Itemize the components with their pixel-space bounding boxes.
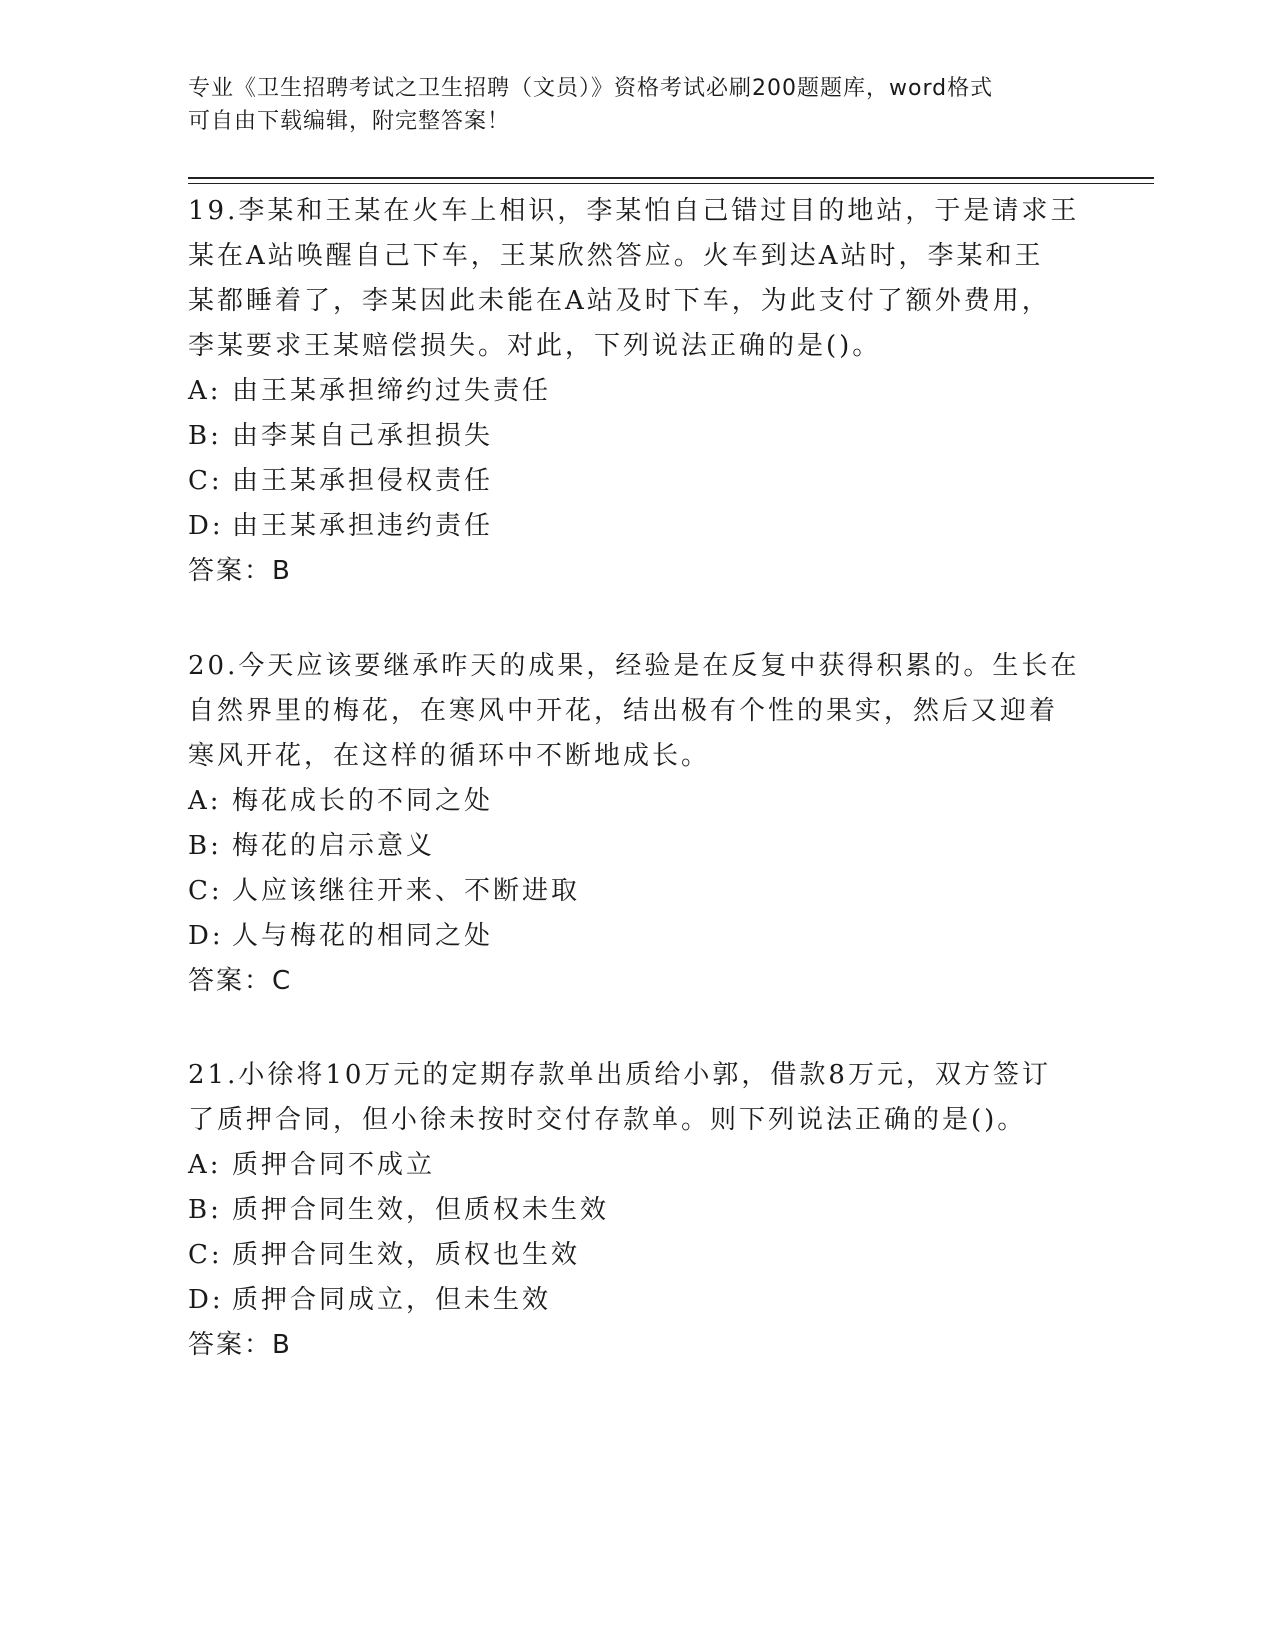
option-letter: D: — [188, 1285, 224, 1315]
question-stem-line: 李某要求王某赔偿损失。对此，下列说法正确的是()。 — [188, 331, 882, 361]
option-letter: C: — [188, 1240, 223, 1270]
option-letter: A: — [188, 376, 222, 406]
answer-line: 答案：B — [188, 1330, 292, 1360]
option-c — [188, 459, 1088, 504]
option-letter: B: — [188, 831, 222, 861]
question-stem-line: 20.今天应该要继承昨天的成果，经验是在反复中获得积累的。生长在 — [188, 651, 1080, 681]
option-text: 质押合同生效，但质权未生效 — [232, 1195, 610, 1225]
option-letter: A: — [188, 786, 222, 816]
option-c — [188, 869, 1088, 914]
option-text: 人与梅花的相同之处 — [232, 921, 494, 951]
option-letter: B: — [188, 1195, 222, 1225]
option-b — [188, 1188, 1088, 1233]
question-19 — [188, 189, 1088, 594]
option-letter: D: — [188, 511, 224, 541]
option-d — [188, 914, 1088, 959]
option-letter: C: — [188, 876, 223, 906]
question-stem-line: 寒风开花，在这样的循环中不断地成长。 — [188, 741, 711, 771]
option-b — [188, 824, 1088, 869]
question-stem-line: 某在A站唤醒自己下车，王某欣然答应。火车到达A站时，李某和王 — [188, 241, 1044, 271]
option-c — [188, 1233, 1088, 1278]
option-text: 梅花成长的不同之处 — [232, 786, 494, 816]
option-text: 梅花的启示意义 — [232, 831, 436, 861]
option-a — [188, 1143, 1088, 1188]
answer-line: 答案：B — [188, 556, 292, 586]
question-21 — [188, 1053, 1088, 1368]
option-text: 质押合同不成立 — [232, 1150, 436, 1180]
option-text: 质押合同生效，质权也生效 — [232, 1240, 581, 1270]
answer-line: 答案：C — [188, 966, 293, 996]
option-text: 人应该继往开来、不断进取 — [232, 876, 581, 906]
option-d — [188, 504, 1088, 549]
question-stem-line: 自然界里的梅花，在寒风中开花，结出极有个性的果实，然后又迎着 — [188, 696, 1059, 726]
header-divider-thin — [188, 183, 1154, 184]
option-text: 由王某承担缔约过失责任 — [232, 376, 552, 406]
option-b — [188, 414, 1088, 459]
option-text: 由王某承担侵权责任 — [232, 466, 494, 496]
question-stem-line: 21.小徐将10万元的定期存款单出质给小郭，借款8万元，双方签订 — [188, 1060, 1051, 1090]
option-d — [188, 1278, 1088, 1323]
question-stem-line: 某都睡着了，李某因此未能在A站及时下车，为此支付了额外费用， — [188, 286, 1051, 316]
option-text: 质押合同成立，但未生效 — [232, 1285, 552, 1315]
option-text: 由李某自己承担损失 — [232, 421, 494, 451]
question-20 — [188, 644, 1088, 1004]
header-divider-thick — [188, 177, 1154, 179]
option-letter: C: — [188, 466, 223, 496]
option-letter: A: — [188, 1150, 222, 1180]
option-letter: D: — [188, 921, 224, 951]
option-text: 由王某承担违约责任 — [232, 511, 494, 541]
header-line-1: 专业《卫生招聘考试之卫生招聘（文员）》资格考试必刷200题题库，word格式 — [188, 76, 994, 101]
option-letter: B: — [188, 421, 222, 451]
option-a — [188, 779, 1088, 824]
option-a — [188, 369, 1088, 414]
question-stem-line: 了质押合同，但小徐未按时交付存款单。则下列说法正确的是()。 — [188, 1105, 1027, 1135]
document-header — [188, 72, 1068, 138]
question-stem-line: 19.李某和王某在火车上相识，李某怕自己错过目的地站，于是请求王 — [188, 196, 1080, 226]
header-line-2: 可自由下载编辑，附完整答案！ — [188, 109, 511, 134]
